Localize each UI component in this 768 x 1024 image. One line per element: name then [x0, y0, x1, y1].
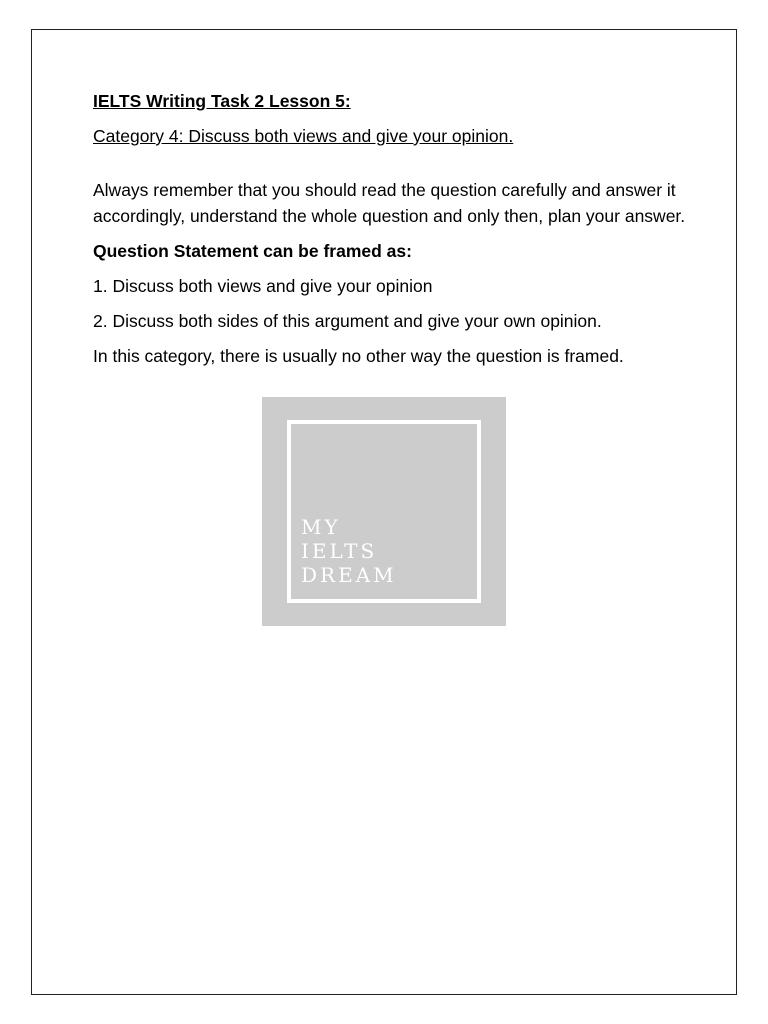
intro-paragraph: Always remember that you should read the question carefully and answer it accordingly, understand the whole question and only then, plan your answer.	[93, 180, 686, 226]
document-title: IELTS Writing Task 2 Lesson 5:	[93, 91, 351, 111]
logo-line-my: MY	[301, 515, 341, 539]
closing-paragraph: In this category, there is usually no other way the question is framed.	[93, 346, 624, 366]
category-heading: Category 4: Discuss both views and give your opinion.	[93, 126, 514, 146]
logo-line-ielts: IELTS	[301, 539, 378, 563]
list-item: 2. Discuss both sides of this argument and give your own opinion.	[93, 311, 602, 331]
logo-line-dream: DREAM	[301, 563, 397, 587]
my-ielts-dream-logo	[262, 397, 506, 626]
document-body	[93, 88, 693, 369]
question-statement-heading: Question Statement can be framed as:	[93, 241, 412, 261]
logo-text	[301, 515, 397, 587]
list-item: 1. Discuss both views and give your opinion	[93, 276, 433, 296]
